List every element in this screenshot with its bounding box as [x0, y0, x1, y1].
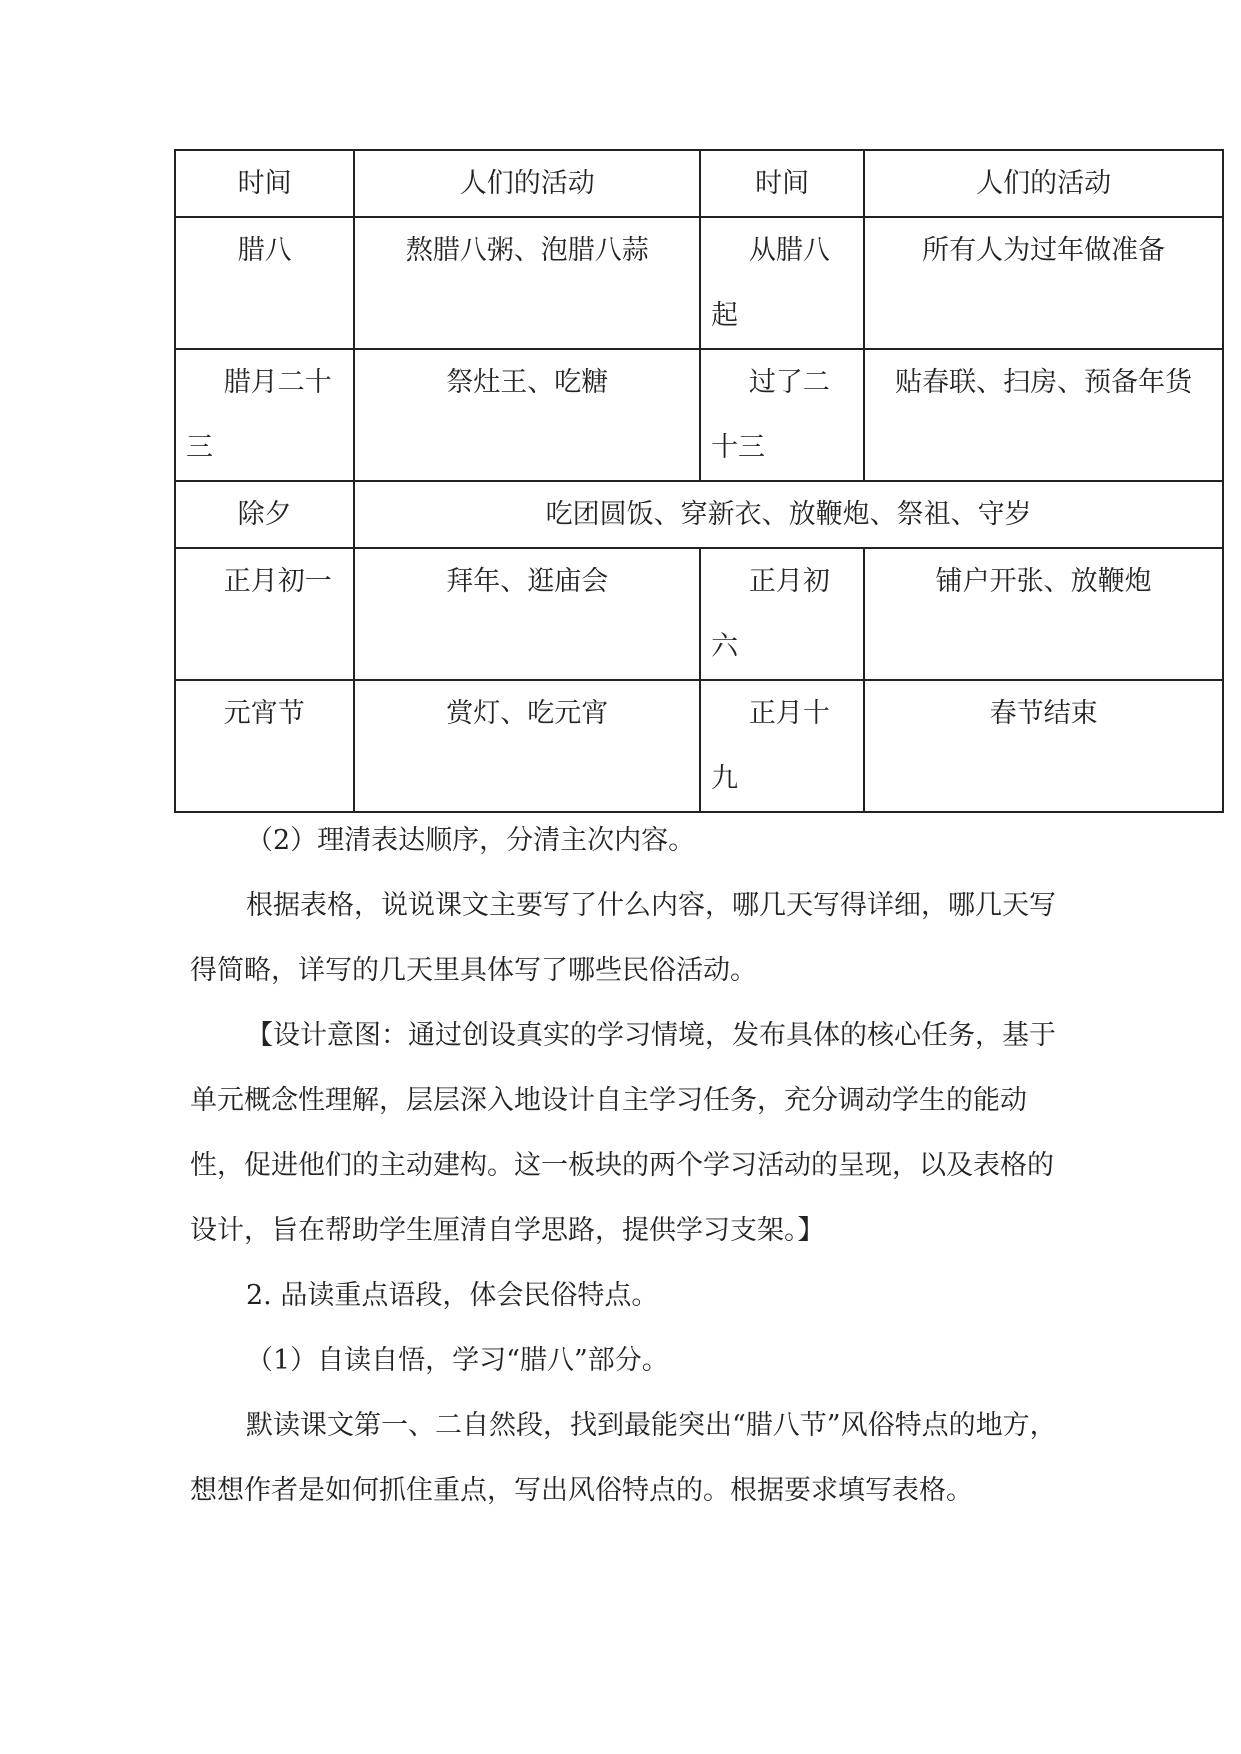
time-cell: 正月十九: [700, 680, 864, 812]
header-time-1: 时间: [175, 150, 354, 217]
activity-cell: 所有人为过年做准备: [864, 217, 1223, 349]
table-row: [175, 548, 1223, 680]
paragraph-question: 根据表格，说说课文主要写了什么内容，哪几天写得详细，哪几天写得简略，详写的几天里具体写了哪些民俗活动。: [190, 890, 1056, 986]
activity-cell: 拜年、逛庙会: [354, 548, 700, 680]
header-time-2: 时间: [700, 150, 864, 217]
time-cell: 从腊八起: [700, 217, 864, 349]
header-activity-2: 人们的活动: [864, 150, 1223, 217]
time-cell: 正月初六: [700, 548, 864, 680]
time-cell: 除夕: [175, 481, 354, 548]
activity-cell: 贴春联、扫房、预备年货: [864, 349, 1223, 481]
activity-cell: 赏灯、吃元宵: [354, 680, 700, 812]
paragraph-design-intent: 【设计意图：通过创设真实的学习情境，发布具体的核心任务，基于单元概念性理解，层层深入地设计自主学习任务，充分调动学生的能动性，促进他们的主动建构。这一板块的两个学习活动的呈现，以及表格的设计，旨在帮助学生厘清自学思路，提供学习支架。】: [190, 1020, 1056, 1246]
time-cell: 腊八: [175, 217, 354, 349]
activity-cell: 熬腊八粥、泡腊八蒜: [354, 217, 700, 349]
custom-activities-table: [174, 149, 1224, 813]
activity-cell: 春节结束: [864, 680, 1223, 812]
header-activity-1: 人们的活动: [354, 150, 700, 217]
table-row: [175, 349, 1223, 481]
table-row: [175, 481, 1223, 548]
time-cell: 正月初一: [175, 548, 354, 680]
paragraph-step-2: （2）理清表达顺序，分清主次内容。: [246, 825, 696, 856]
time-cell: 腊月二十三: [175, 349, 354, 481]
activity-cell: 铺户开张、放鞭炮: [864, 548, 1223, 680]
table-row: [175, 217, 1223, 349]
table-row: [175, 680, 1223, 812]
activity-cell: 祭灶王、吃糖: [354, 349, 700, 481]
time-cell: 元宵节: [175, 680, 354, 812]
time-cell: 过了二十三: [700, 349, 864, 481]
paragraph-instruction: 默读课文第一、二自然段，找到最能突出“腊八节”风俗特点的地方，想想作者是如何抓住重点，写出风俗特点的。根据要求填写表格。: [190, 1410, 1057, 1506]
table-header-row: [175, 150, 1223, 217]
paragraph-section-2: 2. 品读重点语段，体会民俗特点。: [246, 1280, 659, 1311]
activity-cell: 吃团圆饭、穿新衣、放鞭炮、祭祖、守岁: [354, 481, 1223, 548]
paragraph-step-1: （1）自读自悟，学习“腊八”部分。: [246, 1345, 669, 1376]
